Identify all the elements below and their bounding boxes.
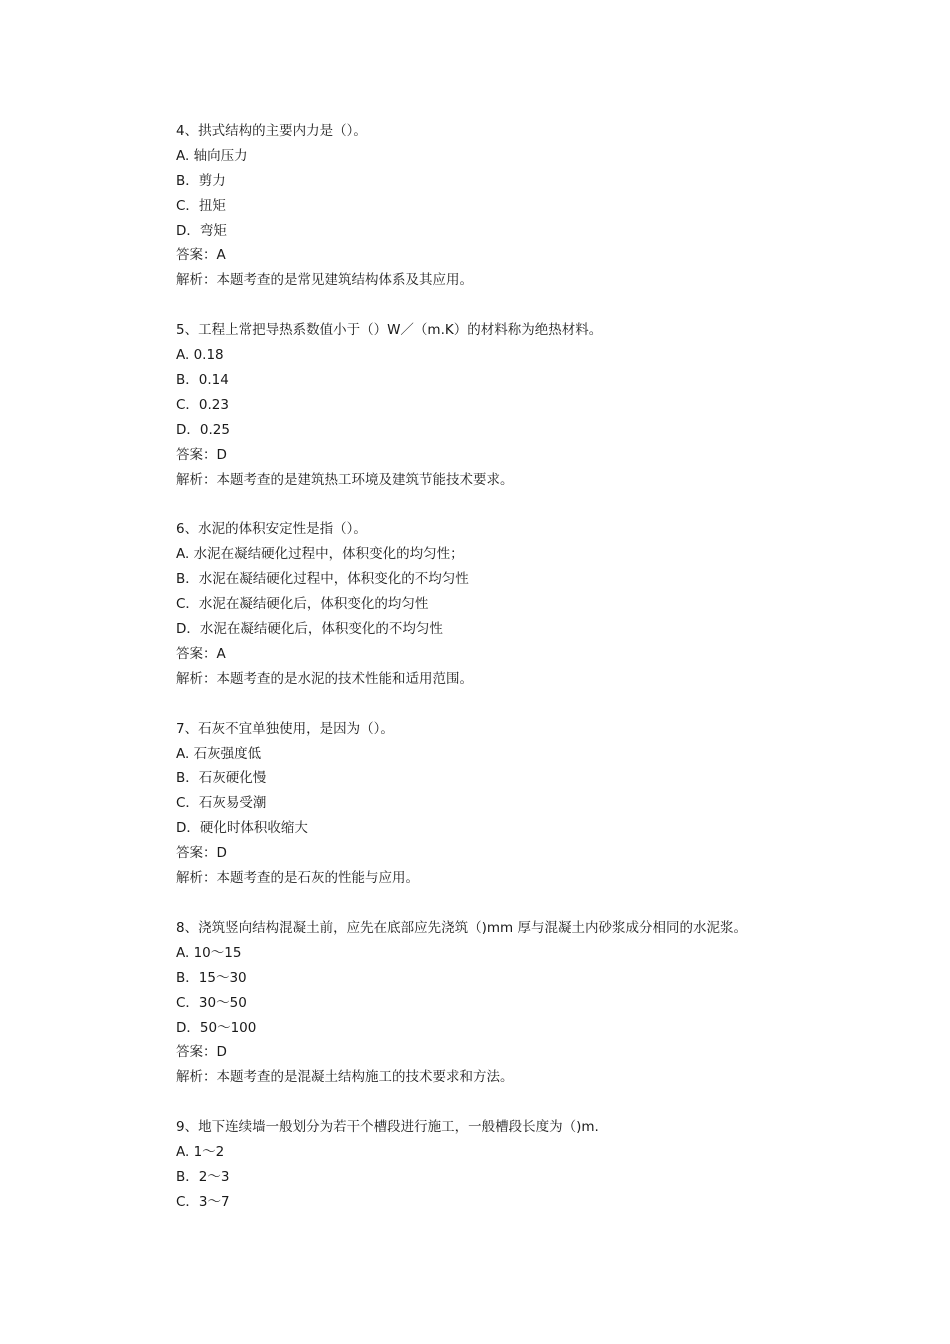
option-d: D．50～100 (176, 1019, 257, 1036)
option-b: B．2～3 (176, 1168, 230, 1185)
question-stem: 4、拱式结构的主要内力是（）。 (176, 123, 367, 139)
option-a: A. 石灰强度低 (176, 745, 262, 762)
analysis-line: 解析：本题考查的是混凝土结构施工的技术要求和方法。 (176, 1069, 514, 1086)
option-d: D．0.25 (176, 421, 230, 438)
answer-line: 答案：A (176, 247, 226, 264)
option-b: B．石灰硬化慢 (176, 770, 267, 787)
option-d: D．水泥在凝结硬化后，体积变化的不均匀性 (176, 621, 443, 638)
option-b: B．水泥在凝结硬化过程中，体积变化的不均匀性 (176, 571, 469, 588)
option-a: A. 轴向压力 (176, 147, 248, 164)
question-6 (176, 517, 916, 691)
question-7 (176, 717, 916, 891)
question-8 (176, 916, 916, 1090)
question-9 (176, 1115, 916, 1215)
answer-line: 答案：D (176, 845, 227, 862)
question-4 (176, 119, 916, 293)
option-a: A. 水泥在凝结硬化过程中，体积变化的均匀性； (176, 546, 464, 563)
option-a: A. 1～2 (176, 1144, 225, 1161)
question-5 (176, 318, 916, 492)
option-c: C．扭矩 (176, 197, 226, 214)
option-b: B．0.14 (176, 372, 229, 389)
option-c: C．水泥在凝结硬化后，体积变化的均匀性 (176, 596, 429, 613)
answer-line: 答案：D (176, 1044, 227, 1061)
question-stem: 5、工程上常把导热系数值小于（）W／（m.K）的材料称为绝热材料。 (176, 322, 603, 339)
analysis-line: 解析：本题考查的是石灰的性能与应用。 (176, 870, 419, 887)
question-stem: 6、水泥的体积安定性是指（）。 (176, 521, 367, 538)
analysis-line: 解析：本题考查的是常见建筑结构体系及其应用。 (176, 272, 473, 289)
option-c: C．0.23 (176, 396, 229, 413)
document-page (176, 119, 916, 1215)
option-c: C．3～7 (176, 1193, 230, 1210)
option-a: A. 0.18 (176, 347, 224, 364)
option-a: A. 10～15 (176, 944, 242, 961)
question-stem: 8、浇筑竖向结构混凝土前，应先在底部应先浇筑（)mm 厚与混凝土内砂浆成分相同的水泥浆。 (176, 919, 747, 936)
analysis-line: 解析：本题考查的是水泥的技术性能和适用范围。 (176, 670, 473, 687)
analysis-line: 解析：本题考查的是建筑热工环境及建筑节能技术要求。 (176, 471, 514, 488)
answer-line: 答案：D (176, 446, 227, 463)
option-b: B．15～30 (176, 969, 247, 986)
option-c: C．石灰易受潮 (176, 795, 267, 812)
option-b: B．剪力 (176, 172, 226, 189)
answer-line: 答案：A (176, 645, 226, 662)
option-d: D．弯矩 (176, 222, 227, 239)
question-stem: 9、地下连续墙一般划分为若干个槽段进行施工，一般槽段长度为（)m. (176, 1119, 599, 1136)
option-d: D．硬化时体积收缩大 (176, 820, 308, 837)
option-c: C．30～50 (176, 994, 247, 1011)
question-stem: 7、石灰不宜单独使用，是因为（）。 (176, 720, 394, 737)
